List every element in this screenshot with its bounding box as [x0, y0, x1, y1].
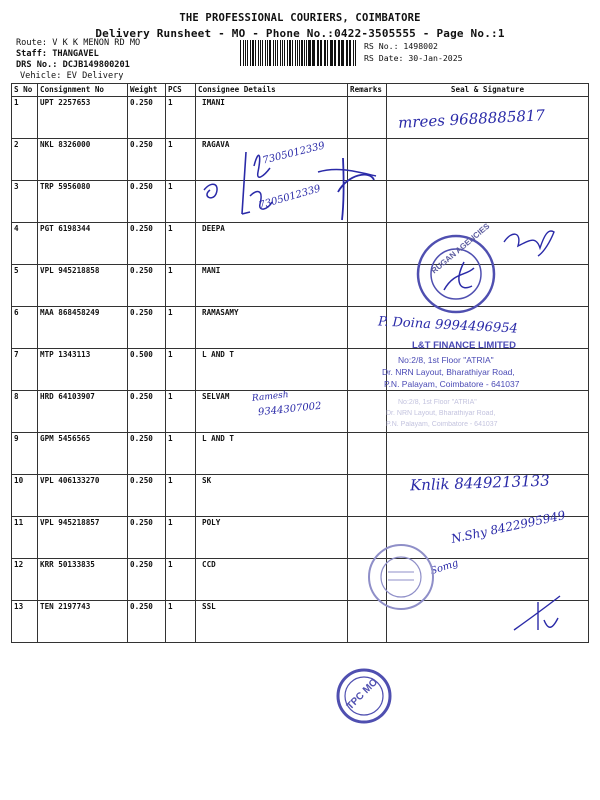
- row2-3-signature-scribble: [198, 132, 378, 232]
- row-consignee: RAGAVA: [196, 139, 348, 181]
- row1-signature: mrees 9688885817: [397, 106, 546, 132]
- row-sno: 5: [12, 265, 38, 307]
- row-pcs: 1: [166, 349, 196, 391]
- row-consignment: TEN 2197743: [38, 601, 128, 643]
- row12-round-stamp: [366, 542, 436, 612]
- row-consignee: RAMASAMY: [196, 307, 348, 349]
- row-pcs: 1: [166, 433, 196, 475]
- row-sno: 6: [12, 307, 38, 349]
- tpc-stamp-text: TPC MO: [344, 676, 381, 713]
- agencies-stamp-text: RUGAN AGENCIES: [429, 221, 492, 276]
- row-weight: 0.250: [128, 433, 166, 475]
- row-pcs: 1: [166, 601, 196, 643]
- row-consignee: L AND T: [196, 349, 348, 391]
- lt-stamp-line2: Dr. NRN Layout, Bharathiyar Road,: [382, 367, 515, 377]
- row-consignment: HRD 64103907: [38, 391, 128, 433]
- row-consignment: MAA 868458249: [38, 307, 128, 349]
- row-consignment: KRR 50133835: [38, 559, 128, 601]
- row-consignment: MTP 1343113: [38, 349, 128, 391]
- row-sno: 12: [12, 559, 38, 601]
- row11-signature: N.Shy 8422995949: [449, 508, 567, 546]
- row-weight: 0.250: [128, 601, 166, 643]
- row-pcs: 1: [166, 139, 196, 181]
- row-sno: 3: [12, 181, 38, 223]
- col-sno: S No: [12, 84, 38, 97]
- row-seal-signature: [387, 139, 589, 181]
- lt-stamp-line1: No:2/8, 1st Floor "ATRIA": [398, 355, 494, 365]
- lt-stamp-line3: P.N. Palayam, Coimbatore - 641037: [384, 379, 520, 389]
- staff-label: Staff: THANGAVEL: [16, 49, 99, 59]
- row-pcs: 1: [166, 97, 196, 139]
- row-consignee: SSL: [196, 601, 348, 643]
- table-header-row: [12, 84, 589, 97]
- row-consignment: VPL 945218858: [38, 265, 128, 307]
- row-weight: 0.250: [128, 559, 166, 601]
- row-consignee: CCD: [196, 559, 348, 601]
- row-pcs: 1: [166, 559, 196, 601]
- lt-stamp-faded-line1: No:2/8, 1st Floor "ATRIA": [398, 399, 477, 406]
- vehicle-label: Vehicle: EV Delivery: [20, 71, 124, 81]
- row-pcs: 1: [166, 307, 196, 349]
- row-sno: 13: [12, 601, 38, 643]
- row-remarks: [348, 475, 387, 517]
- row-pcs: 1: [166, 223, 196, 265]
- table-row: [12, 559, 589, 601]
- row-consignment: NKL 8326000: [38, 139, 128, 181]
- row-seal-signature: [387, 181, 589, 223]
- row-weight: 0.250: [128, 181, 166, 223]
- table-row: [12, 265, 589, 307]
- col-seal-signature: Seal & Signature: [387, 84, 589, 97]
- row8-phone: 9344307002: [257, 400, 323, 419]
- row-sno: 10: [12, 475, 38, 517]
- row-remarks: [348, 391, 387, 433]
- row-consignee: POLY: [196, 517, 348, 559]
- row12-signature: Somg: [429, 557, 460, 578]
- runsheet-title: Delivery Runsheet - MO - Phone No.:0422-3505555 - Page No.:1: [95, 27, 505, 40]
- row-consignment: VPL 945218857: [38, 517, 128, 559]
- row-consignee: DEEPA: [196, 223, 348, 265]
- table-row: [12, 433, 589, 475]
- row-consignment: PGT 6198344: [38, 223, 128, 265]
- row-consignee: MANI: [196, 265, 348, 307]
- row3-phone: 7305012339: [257, 183, 322, 212]
- row-sno: 11: [12, 517, 38, 559]
- row-sno: 1: [12, 97, 38, 139]
- row-weight: 0.250: [128, 307, 166, 349]
- row-weight: 0.500: [128, 349, 166, 391]
- row-weight: 0.250: [128, 139, 166, 181]
- row-remarks: [348, 265, 387, 307]
- drs-number: DRS No.: DCJB149800201: [16, 60, 130, 70]
- row-weight: 0.250: [128, 475, 166, 517]
- row-consignee: IMANI: [196, 97, 348, 139]
- lt-stamp-title: L&T FINANCE LIMITED: [412, 340, 516, 351]
- row-seal-signature: [387, 433, 589, 475]
- route-label: Route: V K K MENON RD MO: [16, 38, 141, 48]
- row4-signature: [500, 222, 560, 262]
- row-consignee: SK: [196, 475, 348, 517]
- rs-number: RS No.: 1498002: [364, 41, 438, 51]
- row6-signature: P. Doina 9994496954: [377, 314, 519, 337]
- col-weight: Weight: [128, 84, 166, 97]
- barcode: [240, 40, 357, 66]
- lt-stamp-faded-line2: Dr. NRN Layout, Bharathiyar Road,: [386, 410, 496, 417]
- row-sno: 8: [12, 391, 38, 433]
- row-consignment: TRP 5956080: [38, 181, 128, 223]
- col-consignee: Consignee Details: [196, 84, 348, 97]
- row-weight: 0.250: [128, 391, 166, 433]
- row-consignment: GPM 5456565: [38, 433, 128, 475]
- col-consignment: Consignment No: [38, 84, 128, 97]
- row-consignee: L AND T: [196, 433, 348, 475]
- row-pcs: 1: [166, 475, 196, 517]
- row-weight: 0.250: [128, 517, 166, 559]
- row-weight: 0.250: [128, 223, 166, 265]
- col-remarks: Remarks: [348, 84, 387, 97]
- row-sno: 7: [12, 349, 38, 391]
- lt-stamp-faded-line3: P.N. Palayam, Coimbatore - 641037: [386, 421, 498, 428]
- table-row: [12, 601, 589, 643]
- row-weight: 0.250: [128, 265, 166, 307]
- company-title: THE PROFESSIONAL COURIERS, COIMBATORE: [179, 12, 421, 24]
- row-pcs: 1: [166, 265, 196, 307]
- row-sno: 4: [12, 223, 38, 265]
- row-pcs: 1: [166, 517, 196, 559]
- rs-date: RS Date: 30-Jan-2025: [364, 53, 463, 63]
- col-pcs: PCS: [166, 84, 196, 97]
- row13-signature: [508, 590, 568, 640]
- row-pcs: 1: [166, 181, 196, 223]
- row2-phone: 7305012339: [261, 140, 327, 167]
- row-pcs: 1: [166, 391, 196, 433]
- row-weight: 0.250: [128, 97, 166, 139]
- row-sno: 9: [12, 433, 38, 475]
- row-consignment: UPT 2257653: [38, 97, 128, 139]
- row-remarks: [348, 349, 387, 391]
- row10-signature: Knlik 8449213133: [409, 471, 551, 495]
- row-sno: 2: [12, 139, 38, 181]
- row8-name: Ramesh: [251, 390, 290, 404]
- row-consignment: VPL 406133270: [38, 475, 128, 517]
- row-consignee: SELVAM: [196, 391, 348, 433]
- row-remarks: [348, 433, 387, 475]
